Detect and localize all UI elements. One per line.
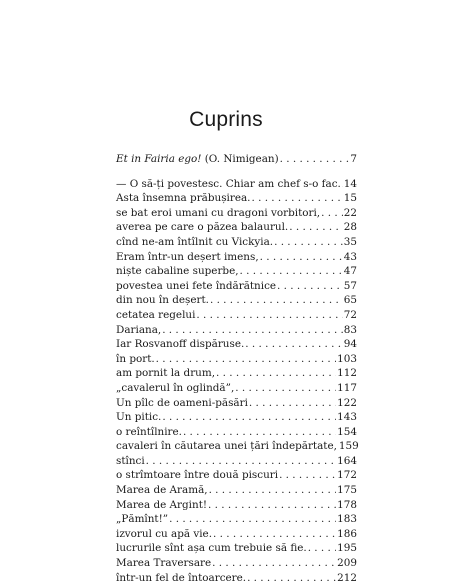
toc-entry-title: povestea unei fete îndărătnice [116, 279, 277, 292]
toc-entry-page: 186 [337, 527, 357, 540]
toc-entry-page: 22 [343, 206, 357, 219]
toc-intro-row [116, 152, 357, 167]
toc-entry-page: 159 [338, 440, 359, 453]
toc-entry [116, 468, 357, 483]
toc-entry [116, 177, 357, 192]
toc-leader-dots [212, 556, 336, 571]
toc-leader-dots [342, 177, 343, 192]
toc-leader-dots [251, 191, 342, 206]
toc-entry [116, 498, 357, 513]
toc-intro-title [116, 152, 279, 167]
toc-leader-dots [162, 323, 343, 338]
toc-leader-dots [289, 220, 343, 235]
toc-entry-page: 103 [337, 352, 357, 365]
toc-leader-dots [247, 571, 336, 585]
toc-leader-dots [245, 337, 342, 352]
toc-entry [116, 235, 357, 250]
toc-entry [116, 439, 357, 454]
toc-entry-title: niște cabaline superbe, [116, 265, 239, 278]
toc-leader-dots [235, 381, 336, 396]
toc-entry-title: Dariana, [116, 323, 162, 336]
toc-entry [116, 512, 357, 527]
toc-entry-page: 35 [343, 235, 357, 248]
toc-leader-dots [249, 396, 336, 411]
toc-leader-dots [240, 264, 343, 279]
toc-entry [116, 279, 357, 294]
toc-entry-page: 15 [343, 192, 357, 205]
toc-intro-italic-title: Et in Fairia ego! [116, 153, 202, 165]
toc-entry-page: 172 [337, 469, 357, 482]
toc-leader-dots [208, 498, 336, 513]
toc-leader-dots [156, 352, 336, 367]
toc-entry-title: din nou în deșert. [116, 294, 209, 307]
toc-entry [116, 250, 357, 265]
toc-entry [116, 396, 357, 411]
toc-entry [116, 293, 357, 308]
toc-entry-title: „cavalerul în oglindă”, [116, 381, 235, 394]
toc-entry [116, 191, 357, 206]
toc-leader-dots [209, 483, 337, 498]
toc-entry-title: cetatea regelui [116, 308, 196, 321]
toc-entry [116, 483, 357, 498]
toc-leader-dots [162, 410, 336, 425]
toc-leader-dots [308, 541, 336, 556]
toc-entry-title: Un pitic. [116, 411, 162, 424]
toc-leader-dots [146, 454, 336, 469]
toc-entry-title: o strîmtoare între două piscuri [116, 469, 279, 482]
toc-entry-page: 209 [337, 557, 357, 570]
toc-entry [116, 425, 357, 440]
toc-entry-page: 14 [343, 177, 357, 190]
toc-entry [116, 308, 357, 323]
toc-entry [116, 381, 357, 396]
toc-entry-title: — O să-ți povestesc. Chiar am chef s-o fac. [116, 177, 341, 190]
toc-leader-dots [183, 425, 336, 440]
toc-entry-title: „Pămînt!” [116, 513, 169, 526]
toc-entry [116, 571, 357, 585]
toc-entry [116, 323, 357, 338]
toc-leader-dots [279, 468, 336, 483]
toc-entry-page: 28 [343, 221, 357, 234]
toc-entry-page: 212 [337, 571, 357, 584]
toc-leader-dots [210, 293, 343, 308]
toc-entry-title: cavaleri în căutarea unei țări îndepărtate, [116, 440, 337, 453]
toc-entry-title: Iar Rosvanoff dispăruse. [116, 338, 245, 351]
toc-entry-page: 94 [343, 338, 357, 351]
toc-entry [116, 352, 357, 367]
toc-entry-title: Marea de Aramă, [116, 484, 208, 497]
toc-leader-dots [169, 512, 336, 527]
toc-entry-title: izvorul cu apă vie. [116, 527, 213, 540]
toc-leader-dots [274, 235, 343, 250]
toc-leader-dots [280, 152, 350, 167]
toc-entry-title: o reîntîlnire. [116, 425, 182, 438]
toc-entry-page: 143 [337, 411, 357, 424]
toc-entry-page: 183 [337, 513, 357, 526]
toc-entry [116, 264, 357, 279]
toc-entry-title: cînd ne-am întîlnit cu Vickyia. [116, 235, 274, 248]
toc-entry [116, 454, 357, 469]
toc-entry [116, 366, 357, 381]
toc-entry-page: 164 [337, 454, 357, 467]
page-title: Cuprins [189, 108, 263, 131]
toc-entry-page: 175 [337, 484, 357, 497]
toc-leader-dots [277, 279, 343, 294]
toc-entry [116, 527, 357, 542]
table-of-contents [116, 152, 357, 585]
toc-leader-dots [213, 527, 336, 542]
toc-entry-page: 83 [343, 323, 357, 336]
toc-entry-title: Asta însemna prăbușirea. [116, 192, 251, 205]
toc-entry-title: lucrurile sînt așa cum trebuie să fie. [116, 542, 307, 555]
toc-entry-page: 65 [343, 294, 357, 307]
toc-leader-dots [321, 206, 343, 221]
toc-entry-page: 72 [343, 308, 357, 321]
toc-entry [116, 337, 357, 352]
toc-entry-page: 57 [343, 279, 357, 292]
toc-intro-author: (O. Nimigean) [204, 153, 279, 165]
toc-entry [116, 410, 357, 425]
toc-entry [116, 206, 357, 221]
toc-entry-title: Un pîlc de oameni-păsări [116, 396, 248, 409]
toc-entry-page: 117 [337, 381, 357, 394]
toc-entry-title: am pornit la drum, [116, 367, 216, 380]
toc-entry [116, 541, 357, 556]
toc-entry-page: 122 [337, 396, 357, 409]
toc-entry-page: 154 [337, 425, 357, 438]
toc-entry-page: 112 [337, 367, 357, 380]
toc-entry-page: 195 [337, 542, 357, 555]
toc-entry-title: Marea Traversare [116, 557, 212, 570]
toc-entry-page: 47 [343, 265, 357, 278]
toc-leader-dots [216, 366, 336, 381]
toc-entries [116, 177, 357, 585]
toc-entry-title: în port. [116, 352, 155, 365]
toc-entry-title: Eram într-un deșert imens, [116, 250, 259, 263]
toc-entry [116, 220, 357, 235]
toc-entry [116, 556, 357, 571]
toc-entry-title: Marea de Argint! [116, 498, 208, 511]
toc-entry-title: averea pe care o păzea balaurul. [116, 221, 289, 234]
toc-entry-title: într-un fel de întoarcere. [116, 571, 247, 584]
toc-entry-title: stînci [116, 454, 145, 467]
toc-leader-dots [260, 250, 343, 265]
toc-entry-page: 43 [343, 250, 357, 263]
toc-leader-dots [196, 308, 342, 323]
toc-entry-title: se bat eroi umani cu dragoni vorbitori, [116, 206, 321, 219]
toc-intro-page: 7 [350, 153, 357, 165]
toc-entry-page: 178 [337, 498, 357, 511]
